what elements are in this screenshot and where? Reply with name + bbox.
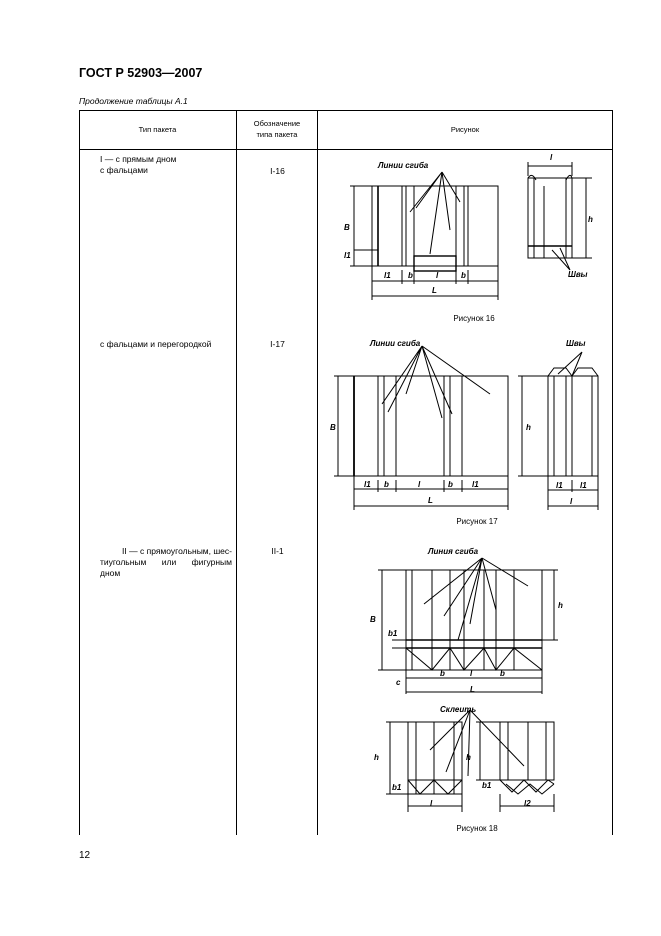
- fig18-dim-B: B: [370, 615, 376, 624]
- fig17-dim-l1-side-b: l1: [580, 481, 587, 490]
- fig16-fold-label: Линии сгиба: [378, 161, 429, 170]
- figure-18-drawing: [358, 544, 584, 828]
- row-code-i16: I-16: [270, 166, 285, 176]
- column-header-type: Тип пакета: [138, 125, 177, 134]
- document-standard-title: ГОСТ Р 52903—2007: [79, 66, 203, 80]
- fig18-dim-b1-right: b1: [482, 781, 492, 790]
- row-code-ii1: II-1: [271, 546, 284, 556]
- row-type-ii1-line2: тиугольным или фигурным: [100, 557, 232, 567]
- fig18-fold-label: Линия сгиба: [428, 547, 479, 556]
- table-continuation-note: Продолжение таблицы А.1: [79, 96, 188, 106]
- caption-fig18: Рисунок 18: [456, 824, 498, 833]
- fig16-dim-b-left: b: [408, 271, 413, 280]
- fig17-dim-b-right: b: [448, 480, 453, 489]
- fig18-dim-l2: l2: [524, 799, 531, 808]
- caption-fig16: Рисунок 16: [453, 314, 495, 323]
- fig17-seam-label: Швы: [566, 339, 586, 348]
- fig18-dim-b-right: b: [500, 669, 505, 678]
- fig18-glue-label: Склеить: [440, 705, 477, 714]
- figure-17-drawing: [322, 334, 606, 518]
- fig18-dim-l-left: l: [430, 799, 433, 808]
- fig18-dim-h: h: [558, 601, 563, 610]
- fig18-dim-L: L: [470, 685, 475, 694]
- fig18-dim-h-right: h: [466, 753, 471, 762]
- fig18-dim-h-left: h: [374, 753, 379, 762]
- fig17-fold-label: Линии сгиба: [370, 339, 421, 348]
- column-header-code: Обозначение типа пакета: [253, 119, 301, 139]
- fig17-dim-l: l: [418, 480, 421, 489]
- page-number: 12: [79, 850, 91, 861]
- fig16-dim-B: B: [344, 223, 350, 232]
- fig17-dim-l1-left: l1: [364, 480, 371, 489]
- row-type-ii1-line3: дном: [100, 568, 121, 578]
- row-type-ii1-line1: II — с прямоугольным, шес-: [122, 546, 232, 556]
- fig18-dim-c: c: [396, 678, 401, 687]
- fig18-dim-l: l: [470, 669, 473, 678]
- fig17-dim-h: h: [526, 423, 531, 432]
- fig16-dim-L: L: [432, 286, 437, 295]
- row-type-i17: с фальцами и перегородкой: [100, 339, 212, 349]
- figure-16-drawing: [330, 150, 606, 318]
- fig17-dim-L: L: [428, 496, 433, 505]
- fig16-dim-l-top: l: [550, 153, 553, 162]
- fig16-dim-l1-left: l1: [344, 251, 351, 260]
- fig16-dim-l: l: [436, 271, 439, 280]
- fig18-dim-b1: b1: [388, 629, 398, 638]
- fig18-dim-b-left: b: [440, 669, 445, 678]
- fig16-dim-b-right: b: [461, 271, 466, 280]
- fig16-dim-h: h: [588, 215, 593, 224]
- caption-fig17: Рисунок 17: [456, 517, 498, 526]
- fig17-dim-b-left: b: [384, 480, 389, 489]
- fig18-dim-b1-left: b1: [392, 783, 402, 792]
- row-code-i17: I-17: [270, 339, 285, 349]
- fig17-dim-l-side: l: [570, 497, 573, 506]
- row-type-i16-line2: с фальцами: [100, 165, 148, 175]
- fig16-seam-label: Швы: [568, 270, 588, 279]
- fig17-dim-l1-side-a: l1: [556, 481, 563, 490]
- fig16-dim-l1-bottom: l1: [384, 271, 391, 280]
- fig17-dim-l1-right: l1: [472, 480, 479, 489]
- column-header-figure: Рисунок: [450, 125, 480, 134]
- row-type-i16-line1: I — с прямым дном: [100, 154, 177, 164]
- fig17-dim-B: B: [330, 423, 336, 432]
